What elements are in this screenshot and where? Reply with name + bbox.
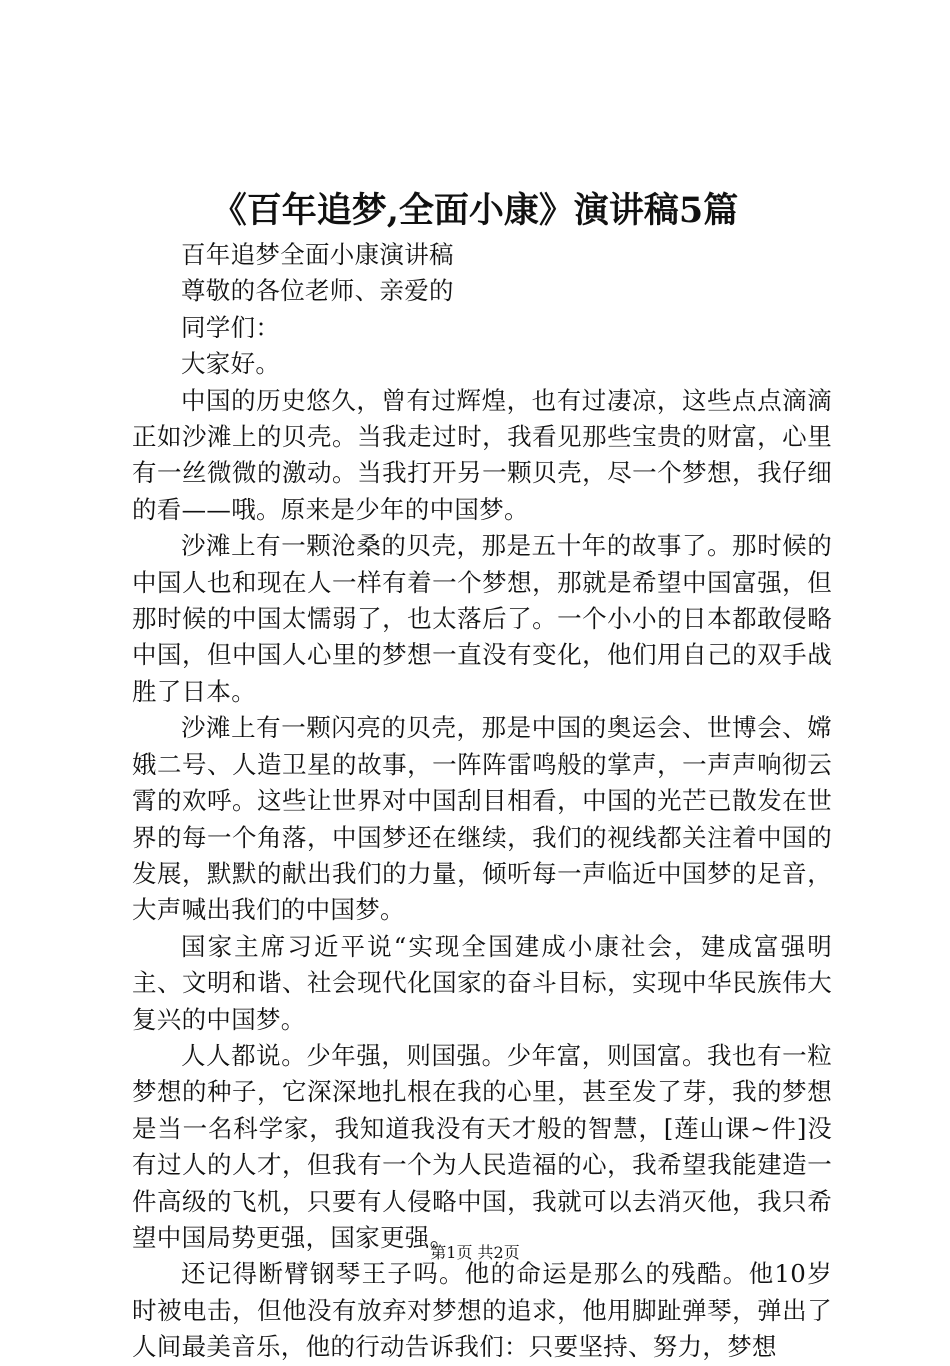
paragraph-piano-prince: 还记得断臂钢琴王子吗。他的命运是那么的残酷。他10岁时被电击，但他没有放弃对梦想的追求，他用脚趾弹琴，弹出了人间最美音乐，他的行动告诉我们：只要坚持、努力，梦想 <box>132 1259 832 1362</box>
document-body <box>132 237 832 1366</box>
paragraph-speech-heading: 百年追梦全面小康演讲稿 <box>181 240 454 269</box>
paragraph-weathered-shell: 沙滩上有一颗沧桑的贝壳，那是五十年的故事了。那时候的中国人也和现在人一样有着一个梦想，那就是希望中国富强，但那时候的中国太懦弱了，也太落后了。一个小小的日本都敢侵略中国，但中国人心里的梦想一直没有变化，他们用自己的双手战胜了日本。 <box>132 531 832 706</box>
paragraph-history: 中国的历史悠久，曾有过辉煌，也有过凄凉，这些点点滴滴正如沙滩上的贝壳。当我走过时，我看见那些宝贵的财富，心里有一丝微微的激动。当我打开另一颗贝壳，尽一个梦想，我仔细的看——哦。原来是少年的中国梦。 <box>132 385 832 524</box>
paragraph-shining-shell: 沙滩上有一颗闪亮的贝壳，那是中国的奥运会、世博会、嫦娥二号、人造卫星的故事，一阵阵雷鸣般的掌声，一声声响彻云霄的欢呼。这些让世界对中国刮目相看，中国的光芒已散发在世界的每一个角落，中国梦还在继续，我们的视线都关注着中国的发展，默默的献出我们的力量，倾听每一声临近中国梦的足音，大声喊出我们的中国梦。 <box>132 713 832 925</box>
document-title: 《百年追梦,全面小康》演讲稿5篇 <box>211 190 739 231</box>
paragraph-my-dream: 人人都说。少年强，则国强。少年富，则国富。我也有一粒梦想的种子，它深深地扎根在我的心里，甚至发了芽，我的梦想是当一名科学家，我知道我没有天才般的智慧，[莲山课~件]没有过人的人才，但我有一个为人民造福的心，我希望我能建造一件高级的飞机，只要有人侵略中国，我就可以去消灭他，我只希望中国局势更强，国家更强。 <box>132 1040 832 1252</box>
page-footer: 第1页 共2页 <box>430 1243 520 1262</box>
paragraph-salutation: 尊敬的各位老师、亲爱的 <box>181 276 454 306</box>
paragraph-president-quote: 国家主席习近平说“实现全国建成小康社会，建成富强明主、文明和谐、社会现代化国家的奋斗目标，实现中华民族伟大复兴的中国梦。 <box>132 931 832 1034</box>
paragraph-salutation-cont: 同学们： <box>181 312 281 342</box>
paragraph-greeting: 大家好。 <box>181 349 281 379</box>
